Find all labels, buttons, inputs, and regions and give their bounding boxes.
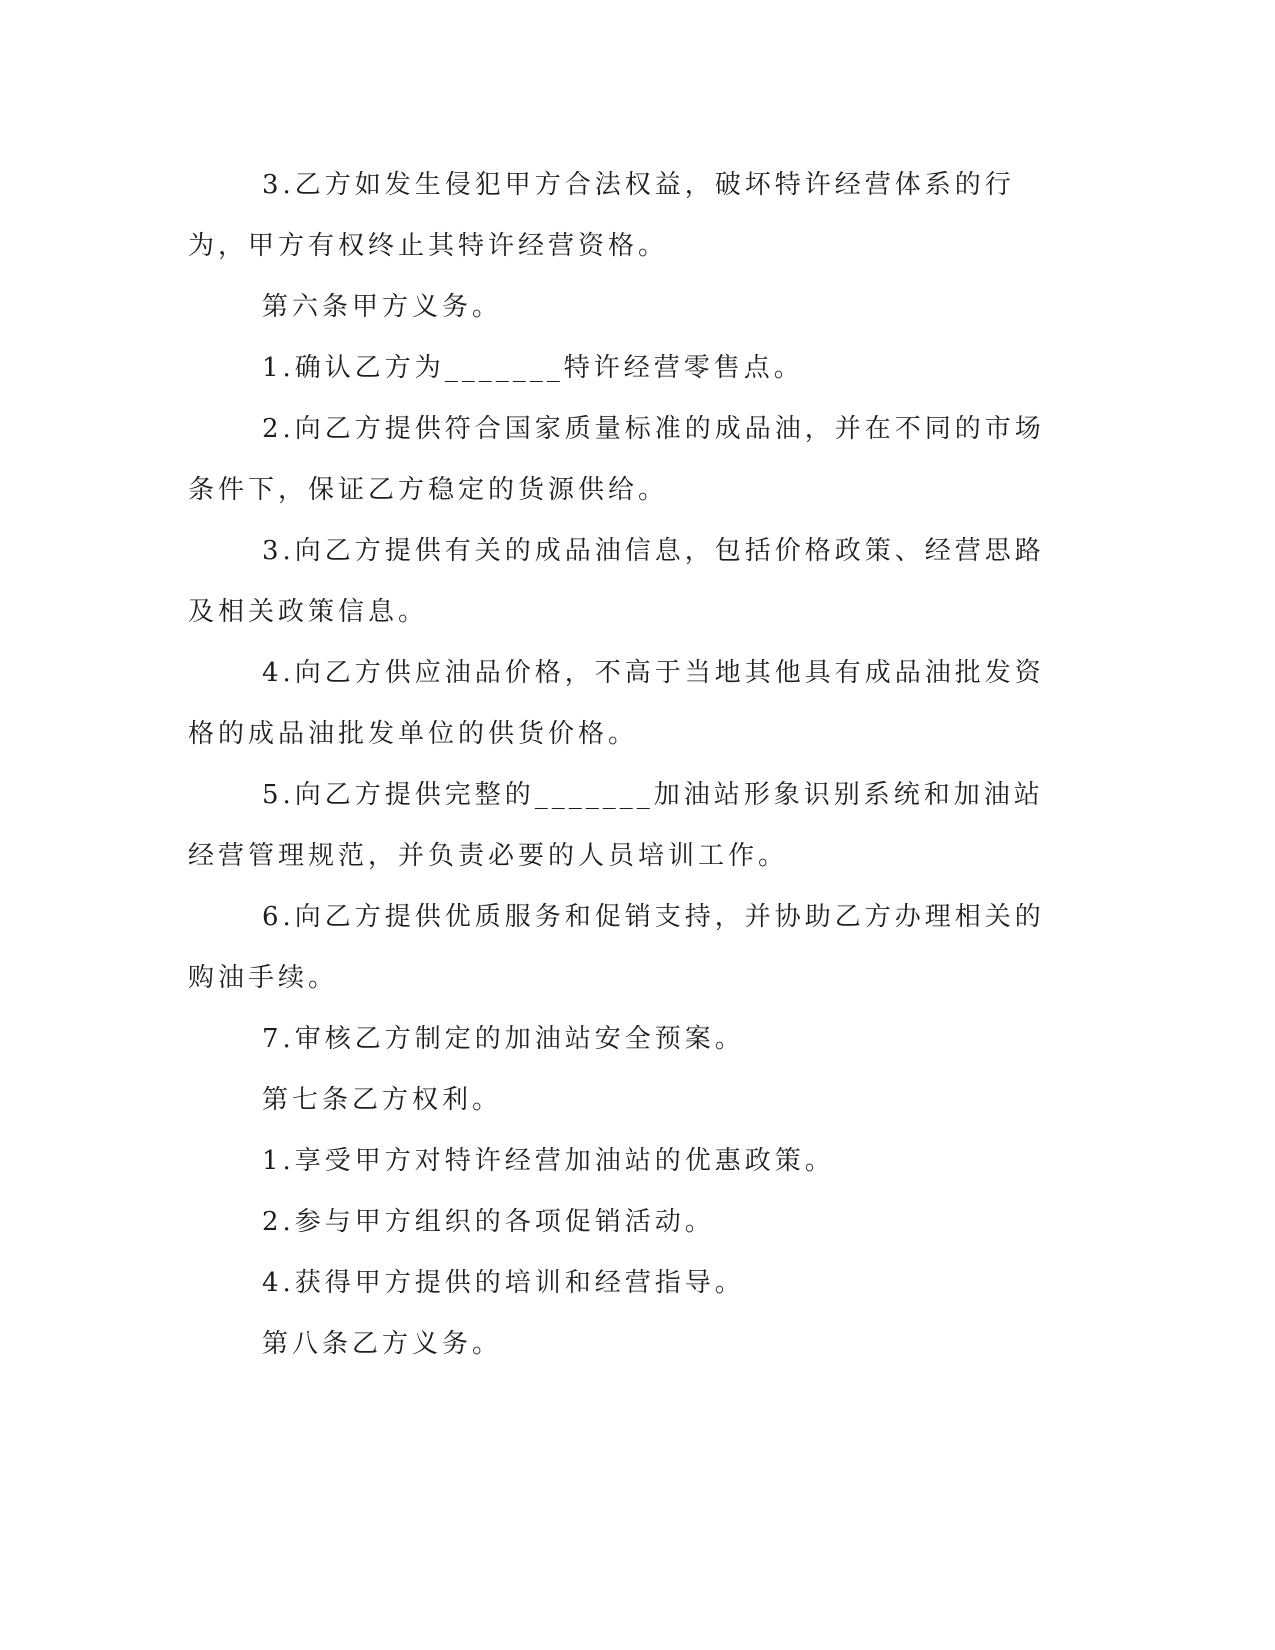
paragraph-duty-3: 3.向乙方提供有关的成品油信息，包括价格政策、经营思路及相关政策信息。 <box>188 536 1045 627</box>
document-body <box>188 155 1068 1375</box>
paragraph-duty-6: 6.向乙方提供优质服务和促销支持，并协助乙方办理相关的购油手续。 <box>188 902 1045 993</box>
paragraph-duty-1: 1.确认乙方为_______特许经营零售点。 <box>262 353 804 383</box>
paragraph-duty-5: 5.向乙方提供完整的_______加油站形象识别系统和加油站经营管理规范，并负责必要的人员培训工作。 <box>188 780 1044 871</box>
paragraph-right-4: 4.获得甲方提供的培训和经营指导。 <box>262 1268 745 1298</box>
paragraph-duty-7: 7.审核乙方制定的加油站安全预案。 <box>262 1024 745 1054</box>
paragraph-right-1: 1.享受甲方对特许经营加油站的优惠政策。 <box>262 1146 835 1176</box>
paragraph-duty-4: 4.向乙方供应油品价格，不高于当地其他具有成品油批发资格的成品油批发单位的供货价格。 <box>188 658 1045 749</box>
section-heading-article-7: 第七条乙方权利。 <box>262 1085 503 1115</box>
paragraph-duty-2: 2.向乙方提供符合国家质量标准的成品油，并在不同的市场条件下，保证乙方稳定的货源供给。 <box>188 414 1045 505</box>
paragraph-clause-3-termination: 3.乙方如发生侵犯甲方合法权益，破坏特许经营体系的行为，甲方有权终止其特许经营资格。 <box>188 170 1015 261</box>
section-heading-article-8: 第八条乙方义务。 <box>262 1329 503 1359</box>
section-heading-article-6: 第六条甲方义务。 <box>262 292 503 322</box>
paragraph-right-2: 2.参与甲方组织的各项促销活动。 <box>262 1207 715 1237</box>
